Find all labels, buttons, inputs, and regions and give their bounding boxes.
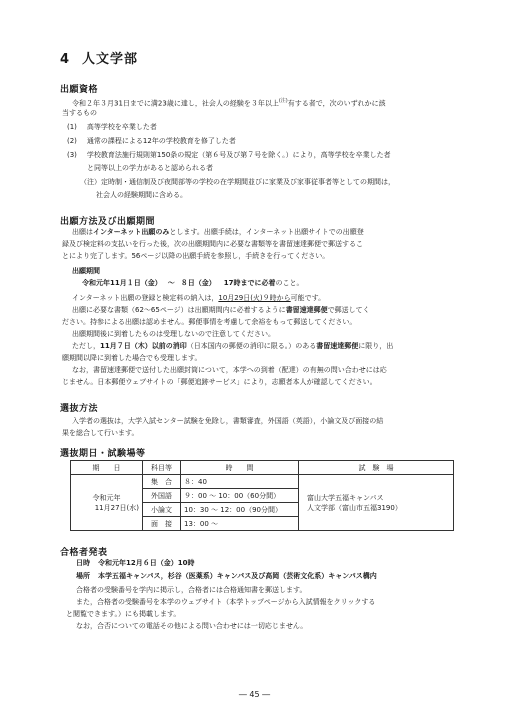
section-number: 4 xyxy=(60,52,71,67)
time-cell: 13：00 〜 xyxy=(181,517,299,531)
results-heading: 合格者発表 xyxy=(60,548,108,558)
application-heading: 出願方法及び出願期間 xyxy=(60,217,156,227)
application-note-6: 願期間以降に到着した場合でも受理します。 xyxy=(62,354,202,362)
exam-date-day: 11月27日(水) xyxy=(94,503,139,512)
venue-name: 富山大学五福キャンパス xyxy=(307,493,384,502)
col-header-subject: 科目等 xyxy=(143,461,181,475)
qualification-intro-cont: 当するもの xyxy=(62,109,97,117)
period-label: 出願期間 xyxy=(72,267,100,275)
application-line-3: とにより完了します。56ページ以降の出願手続を参照し，手続きを行ってください。 xyxy=(62,252,330,260)
subject-cell: 面 接 xyxy=(143,517,181,531)
results-line-4: なお，合否についての電話その他による問い合わせには一切応じません。 xyxy=(76,622,308,630)
results-line-3: と閲覧できます。）にも掲載します。 xyxy=(66,610,181,618)
schedule-table xyxy=(70,460,454,531)
time-cell: 10：30 〜 12：00（90分間） xyxy=(181,503,299,517)
selection-line-1: 入学者の選抜は，大学入試センター試験を免除し，書類審査，外国語（英語），小論文及び面接の結 xyxy=(72,417,384,425)
application-note-7: なお，書留速達郵便で送付した出願封筒について，本学への到着（配達）の有無の問い合わせには応 xyxy=(72,366,387,374)
qualification-item-2: (2) 通常の課程による12年の学校教育を修了した者 xyxy=(67,137,236,145)
section-title xyxy=(60,48,138,67)
application-note-3: ださい。持参による出願は認めません。郵便事情を考慮して余裕をもって郵送してください。 xyxy=(62,318,357,326)
application-note-1: インターネット出願の登録と検定料の納入は，10月29日(火)９時から可能です。 xyxy=(72,294,326,302)
venue-cell xyxy=(299,475,454,531)
results-date: 日時 令和元年12月６日（金）10時 xyxy=(76,559,195,567)
col-header-time: 時 間 xyxy=(181,461,299,475)
table-row xyxy=(71,475,454,489)
time-cell: ９：00 〜 10：00（60分間） xyxy=(181,489,299,503)
qualification-item-3-cont: と同等以上の学力があると認められる者 xyxy=(87,164,213,172)
schedule-header-row xyxy=(71,461,454,475)
page-number: ― 45 ― xyxy=(238,690,271,699)
qualification-note: （注）定時制・通信制及び夜間部等の学校の在学期間並びに家業及び家事従事者等としての期間は， xyxy=(80,178,395,186)
results-line-1: 合格者の受験番号を学内に掲示し，合格者には合格通知書を郵送します。 xyxy=(76,586,307,594)
qualification-intro: 令和２年３月31日までに満23歳に達し，社会人の経験を３年以上$^{(注)}$有する者で，次のいずれかに該 xyxy=(72,98,386,108)
subject-cell: 集 合 xyxy=(143,475,181,489)
results-line-2: また，合格者の受験番号を本学のウェブサイト（本学トップページから入試情報をクリックする xyxy=(76,598,376,606)
selection-heading: 選抜方法 xyxy=(60,404,99,414)
application-line-1: 出願はインターネット出願のみとします。出願手続は，インターネット出願サイトでの出願登 xyxy=(72,228,364,236)
application-note-2: 出願に必要な書類（62～65ページ）は出願期間内に必着するように書留速達郵便で郵送してく xyxy=(72,306,370,314)
section-name: 人文学部 xyxy=(82,52,139,67)
time-cell: ８：40 xyxy=(181,475,299,489)
note-mark: (注) xyxy=(278,98,288,104)
venue-address: 人文学部（富山市五福3190） xyxy=(307,503,402,512)
application-note-4: 出願期間後に到着したものは受理しないので注意してください。 xyxy=(72,330,275,338)
col-header-date: 期 日 xyxy=(71,461,143,475)
results-place: 場所 本学五福キャンパス，杉谷（医薬系）キャンパス及び高岡（芸術文化系）キャンパス構内 xyxy=(76,572,377,580)
application-note-8: じません。日本郵便ウェブサイトの「郵便追跡サービス」により，志願者本人が確認してください。 xyxy=(62,378,377,386)
selection-line-2: 果を総合して行います。 xyxy=(62,429,139,437)
exam-date-year: 令和元年 xyxy=(92,493,121,502)
exam-date-cell xyxy=(71,475,143,531)
application-period: 令和元年11月１日（金） ～ ８日（金） 17時までに必着のこと。 xyxy=(82,279,304,287)
subject-cell: 小論文 xyxy=(143,503,181,517)
subject-cell: 外国語 xyxy=(143,489,181,503)
application-line-2: 録及び検定料の支払いを行った後，次の出願期間内に必要な書類等を書留速達郵便で郵送するこ xyxy=(62,240,363,248)
qualification-item-1: (1) 高等学校を卒業した者 xyxy=(67,123,157,131)
qualification-item-3: (3) 学校教育法施行規則第150条の規定（第６号及び第７号を除く。）により，高等学校を卒業した者 xyxy=(67,151,391,159)
schedule-heading: 選抜期日・試験場等 xyxy=(60,449,146,459)
qualification-note-cont: 社会人の経験期間に含める。 xyxy=(96,191,187,199)
qualification-heading: 出願資格 xyxy=(60,85,99,95)
col-header-venue: 試 験 場 xyxy=(299,461,454,475)
application-note-5: ただし，11月７日（木）以前の消印（日本国内の郵便の消印に限る。）のある書留速達郵便に限り，出 xyxy=(72,342,394,350)
